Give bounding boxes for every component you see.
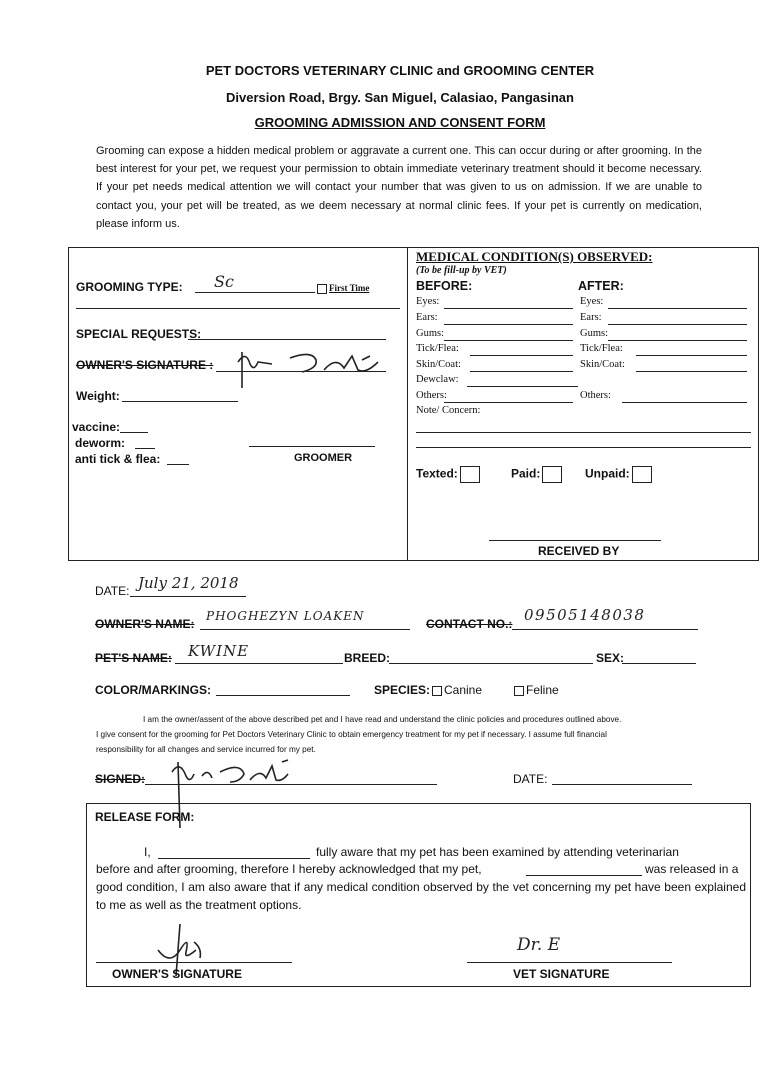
consent-line-1: I am the owner/assent of the above described pet and I have read and understand the clinic policies and procedures outlined above.	[143, 715, 622, 724]
before-row-line[interactable]	[470, 371, 573, 372]
release-title: RELEASE FORM:	[95, 810, 195, 824]
vaccine-line[interactable]	[120, 432, 148, 433]
before-row-line[interactable]	[444, 324, 573, 325]
after-row-line[interactable]	[608, 324, 747, 325]
owner-release-signature-label: OWNER'S SIGNATURE	[112, 967, 242, 981]
intro-paragraph: Grooming can expose a hidden medical problem or aggravate a current one. This can occur during or after grooming. In the best interest for your pet, we request your permission to obtain immediate veterinary treatment should it become necessary. If your pet needs medical attention we will contact your number that was given to us on admission. If we are unable to contact you, your pet will be treated, as we deem necessary at normal clinic fees. If your pet is currently on medication, please inform us.	[96, 145, 702, 230]
before-label: BEFORE:	[416, 279, 473, 293]
signed-label: SIGNED:	[95, 772, 146, 786]
feline-option[interactable]	[514, 683, 559, 697]
note-line-2[interactable]	[416, 447, 751, 448]
vet-signature-value: Dr. E	[517, 935, 561, 955]
before-row-line[interactable]	[467, 386, 578, 387]
paid-option[interactable]	[511, 466, 562, 483]
grooming-type-label: GROOMING TYPE:	[76, 280, 183, 294]
date-label: DATE:	[95, 584, 130, 598]
anti-tick-label: anti tick & flea:	[75, 452, 161, 466]
before-row-label: Tick/Flea:	[416, 343, 459, 354]
special-requests-line[interactable]	[188, 339, 386, 340]
after-row-label: Others:	[580, 390, 611, 401]
before-row-label: Skin/Coat:	[416, 359, 461, 370]
before-row-label: Others:	[416, 390, 447, 401]
before-row-label: Ears:	[416, 312, 438, 323]
color-label: COLOR/MARKINGS:	[95, 683, 211, 697]
sex-label: SEX:	[596, 651, 625, 665]
form-title: GROOMING ADMISSION AND CONSENT FORM	[254, 115, 546, 130]
note-label: Note/ Concern:	[416, 405, 481, 416]
owner-release-signature-line[interactable]	[96, 962, 292, 963]
anti-tick-line[interactable]	[167, 464, 189, 465]
first-time-option[interactable]	[317, 283, 369, 294]
note-line-1[interactable]	[416, 432, 751, 433]
after-row-line[interactable]	[636, 355, 747, 356]
groomer-label: GROOMER	[294, 452, 353, 464]
pet-name-value: KWINE	[188, 642, 250, 660]
after-row-line[interactable]	[622, 402, 747, 403]
medical-title: MEDICAL CONDITION(S) OBSERVED:	[416, 249, 653, 264]
deworm-label: deworm:	[75, 436, 126, 450]
owner-name-label: OWNER'S NAME:	[95, 617, 195, 631]
after-label: AFTER:	[578, 279, 624, 293]
owner-name-value: PHOGHEZYN LOAKEN	[206, 609, 365, 623]
vet-signature-label: VET SIGNATURE	[513, 967, 610, 981]
before-row-label: Eyes:	[416, 296, 440, 307]
paid-checkbox[interactable]	[542, 466, 562, 483]
after-row-label: Eyes:	[580, 296, 604, 307]
owner-signature-scribble	[232, 344, 392, 394]
canine-option[interactable]	[432, 683, 482, 697]
clinic-name: PET DOCTORS VETERINARY CLINIC and GROOMING CENTER	[205, 63, 595, 78]
medical-subtitle: (To be fill-up by VET)	[416, 265, 507, 276]
release-text-4: good condition, I am also aware that if any medical condition observed by the vet concerning my pet have been explained to me as well as the treatment options.	[96, 880, 746, 912]
after-row-line[interactable]	[608, 308, 747, 309]
contact-label: CONTACT NO.:	[426, 617, 513, 631]
weight-line[interactable]	[122, 401, 238, 402]
species-label: SPECIES:	[374, 683, 431, 697]
after-row-label: Tick/Flea:	[580, 343, 623, 354]
after-row-label: Skin/Coat:	[580, 359, 625, 370]
canine-checkbox[interactable]	[432, 686, 442, 696]
release-text-2: before and after grooming, therefore I hereby acknowledged that my pet,	[96, 862, 482, 876]
consent-line-3: responsibility for all changes and service incurred for my pet.	[96, 745, 316, 754]
texted-checkbox[interactable]	[460, 466, 480, 483]
before-row-line[interactable]	[444, 308, 573, 309]
contact-value: 09505148038	[524, 606, 646, 624]
consent-text	[96, 712, 704, 757]
first-time-checkbox[interactable]	[317, 284, 327, 294]
after-row-label: Ears:	[580, 312, 602, 323]
texted-option[interactable]	[416, 466, 480, 483]
special-requests-label: SPECIAL REQUESTS:	[76, 327, 202, 341]
deworm-line[interactable]	[135, 448, 155, 449]
pet-name-line[interactable]	[175, 663, 343, 664]
grooming-box	[68, 247, 759, 561]
consent-date-line[interactable]	[552, 784, 692, 785]
release-name-line[interactable]	[158, 858, 310, 859]
after-row-line[interactable]	[636, 371, 747, 372]
release-text-1: fully aware that my pet has been examined by attending veterinarian	[316, 845, 679, 859]
vaccine-label: vaccine:	[72, 420, 121, 434]
after-row-line[interactable]	[608, 340, 747, 341]
breed-label: BREED:	[344, 651, 391, 665]
pet-name-label: PET'S NAME:	[95, 651, 172, 665]
unpaid-label: Unpaid:	[585, 466, 630, 481]
before-row-line[interactable]	[470, 355, 573, 356]
before-row-line[interactable]	[444, 402, 573, 403]
sex-line[interactable]	[622, 663, 696, 664]
release-text-3: was released in a	[645, 862, 739, 876]
unpaid-option[interactable]	[585, 466, 652, 483]
groomer-line[interactable]	[249, 446, 375, 447]
canine-label: Canine	[444, 683, 483, 697]
before-row-line[interactable]	[444, 340, 573, 341]
vet-signature-line[interactable]	[467, 962, 672, 963]
after-row-label: Gums:	[580, 328, 609, 339]
paid-label: Paid:	[511, 466, 541, 481]
owner-name-line[interactable]	[200, 629, 410, 630]
received-by-label: RECEIVED BY	[538, 544, 620, 558]
unpaid-checkbox[interactable]	[632, 466, 652, 483]
before-row-label: Dewclaw:	[416, 374, 459, 385]
before-row-label: Gums:	[416, 328, 445, 339]
consent-date-label: DATE:	[513, 772, 548, 786]
feline-label: Feline	[526, 683, 559, 697]
received-by-line[interactable]	[489, 540, 661, 541]
owner-signature-label: OWNER'S SIGNATURE :	[76, 358, 214, 372]
feline-checkbox[interactable]	[514, 686, 524, 696]
breed-line[interactable]	[389, 663, 593, 664]
contact-line[interactable]	[512, 629, 698, 630]
texted-label: Texted:	[416, 466, 458, 481]
column-divider	[407, 248, 408, 560]
date-line[interactable]	[130, 596, 246, 597]
release-pet-line[interactable]	[526, 875, 642, 876]
date-value: July 21, 2018	[138, 574, 239, 592]
consent-line-2: I give consent for the grooming for Pet Doctors Veterinary Clinic to obtain emergency treatment for my pet if necessary. I assume full financial	[96, 730, 607, 739]
weight-label: Weight:	[76, 389, 120, 403]
clinic-address: Diversion Road, Brgy. San Miguel, Calasiao, Pangasinan	[226, 90, 574, 105]
color-line[interactable]	[216, 695, 350, 696]
grooming-type-line[interactable]	[195, 292, 315, 293]
grooming-type-line-2[interactable]	[76, 308, 400, 309]
first-time-label: First Time	[329, 283, 370, 293]
release-i-label: I,	[144, 845, 151, 859]
grooming-type-value: Sc	[214, 272, 234, 291]
